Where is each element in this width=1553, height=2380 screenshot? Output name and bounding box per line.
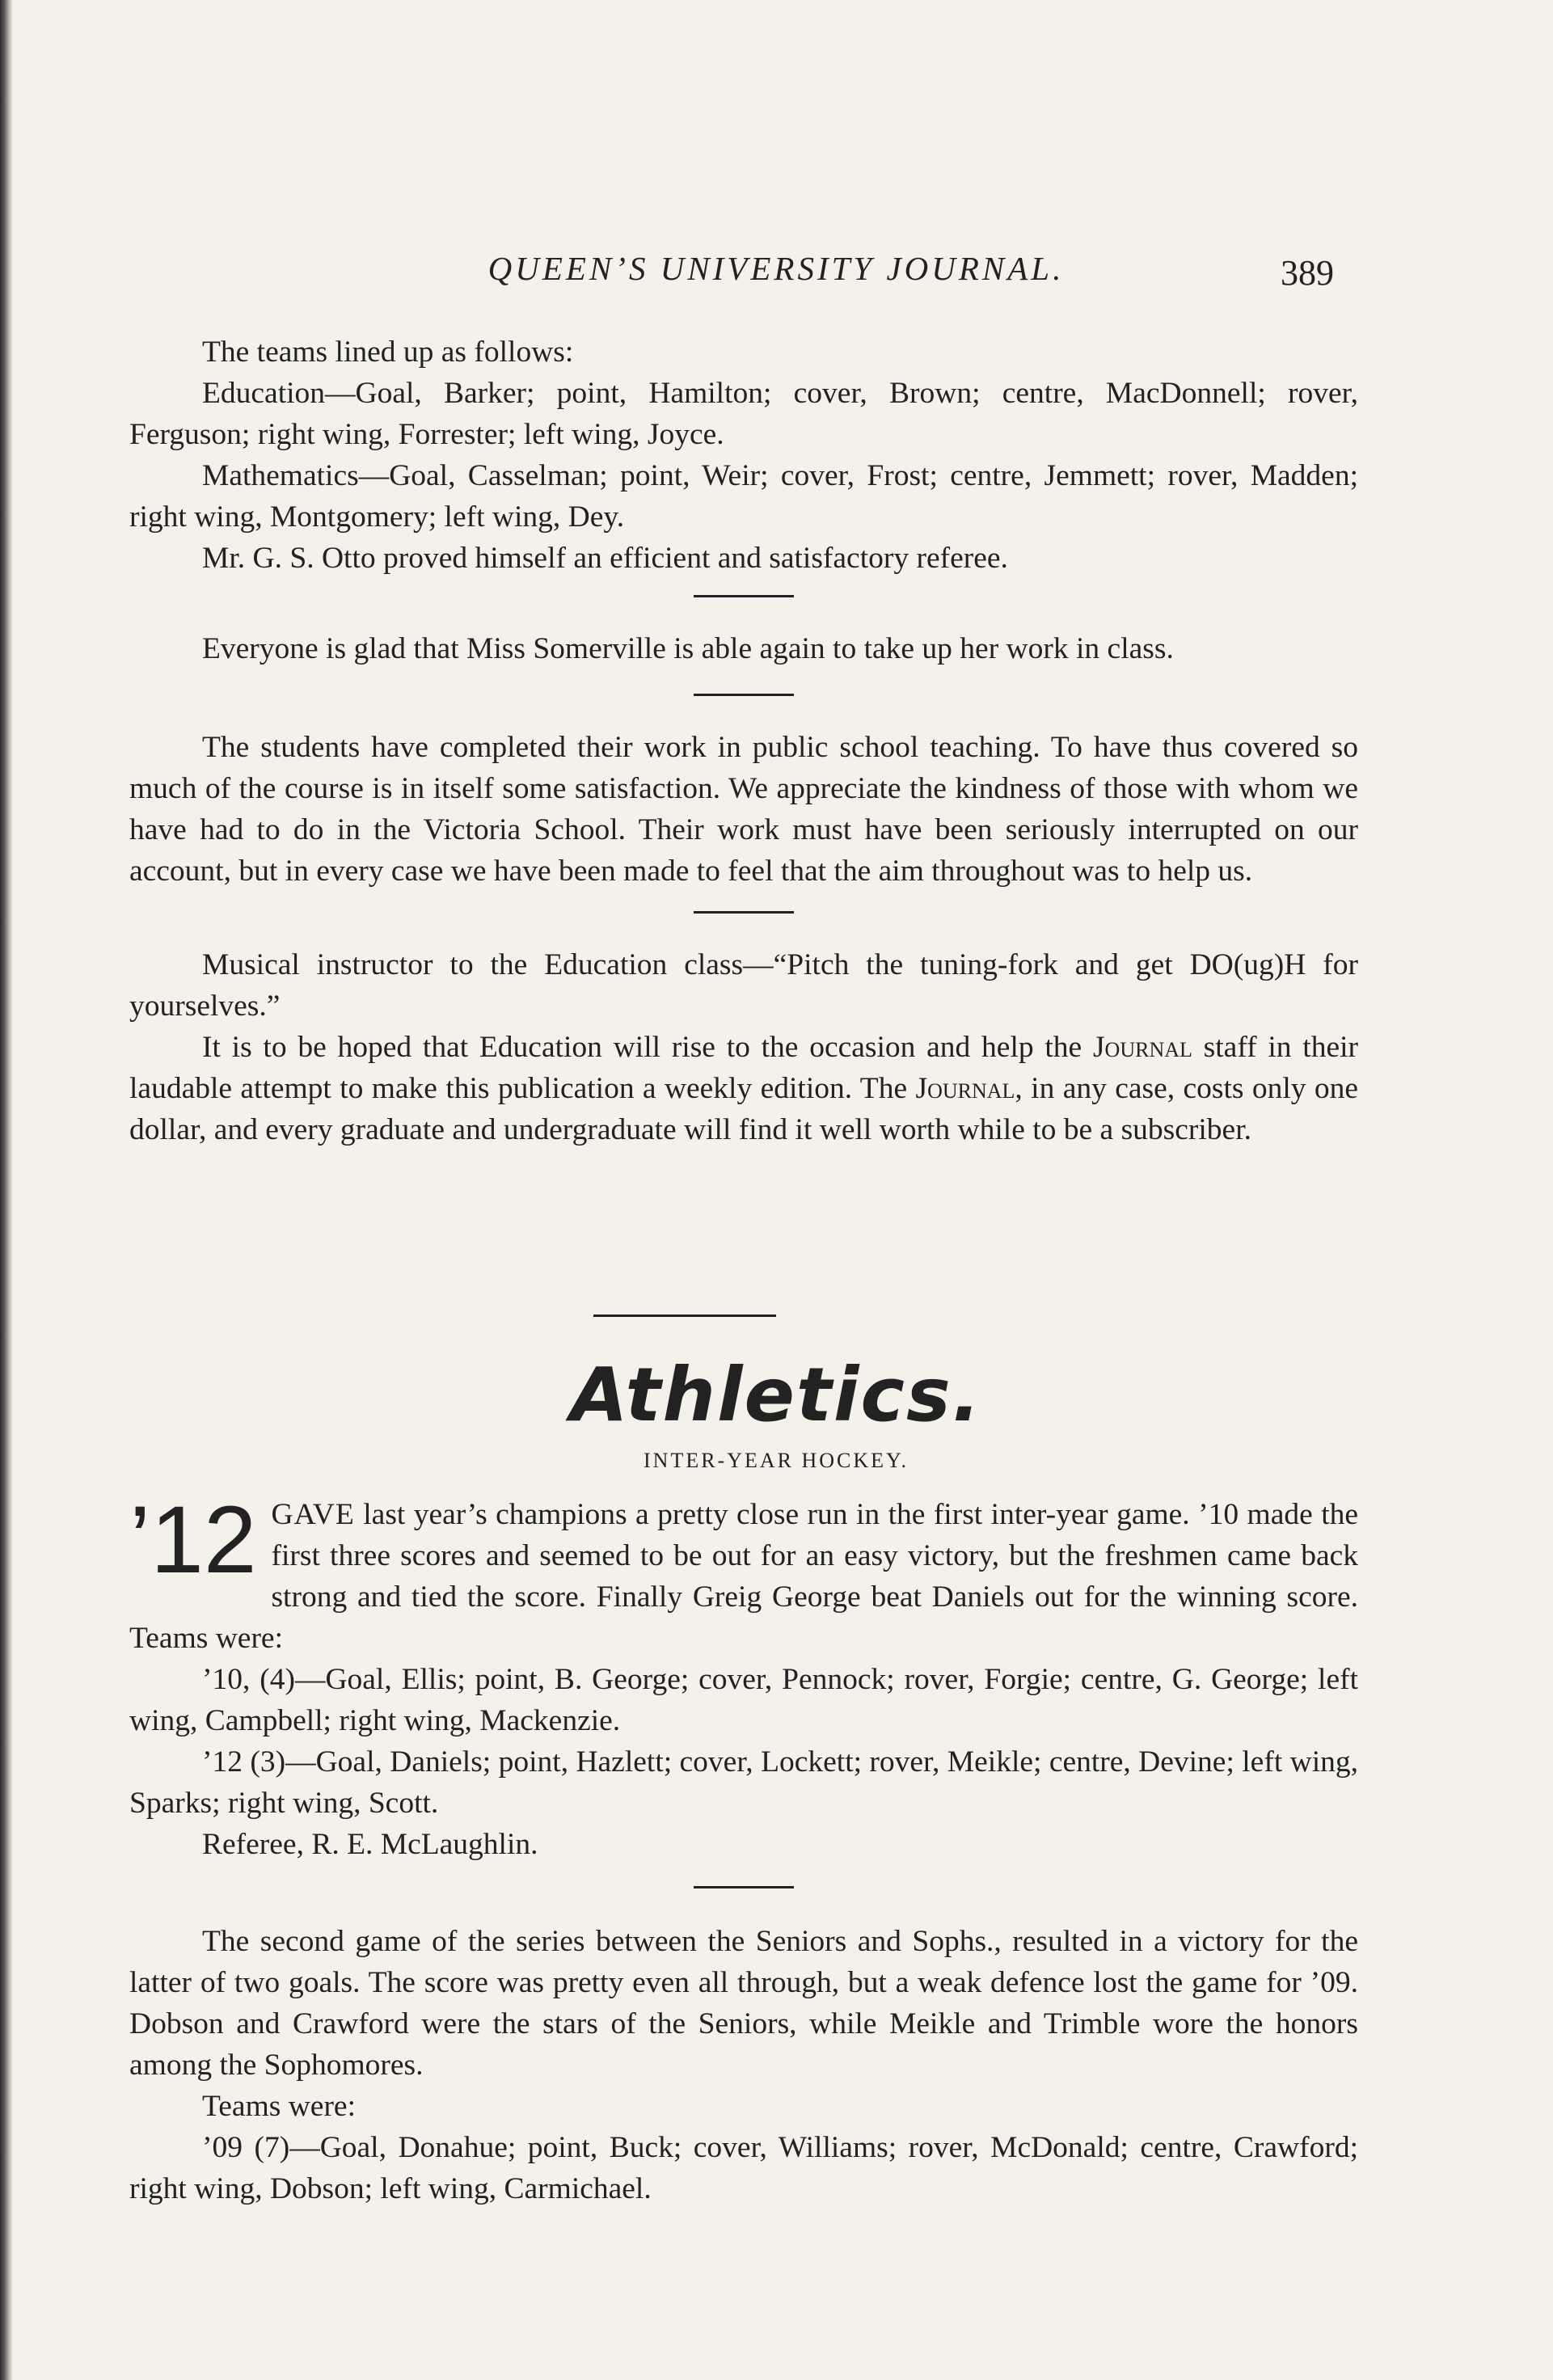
line-up-intro: The teams lined up as follows: bbox=[202, 335, 574, 369]
education-team-list: Education—Goal, Barker; point, Hamilton; cover, Brown; centre, MacDonnell; rover, Ferguson; right wing, Forrester; left wing, Joyce. bbox=[129, 377, 1358, 451]
team-12-list: ’12 (3)—Goal, Daniels; point, Hazlett; cover, Lockett; rover, Meikle; centre, Devine; left wing, Sparks; right wing, Scott. bbox=[129, 1745, 1358, 1820]
first-game-text: last year’s champions a pretty close run in the first inter-year game. ’10 made the first three scores and seemed to be out for an easy victory, but the freshmen came back strong and tied the score. Finally Greig George beat Daniels out for the winning score. Teams were: bbox=[129, 1498, 1359, 1655]
drop-cap-12: ’12 bbox=[129, 1487, 257, 1593]
teams-were-label: Teams were: bbox=[202, 2090, 356, 2123]
major-divider bbox=[593, 1314, 776, 1317]
second-game-report: The second game of the series between the Seniors and Sophs., resulted in a victory for the latter of two goals. The score was pretty even all through, but a weak defence lost the game for ’09. Dobson and Crawford were the stars of the Seniors, while Meikle and Trimble wore the honors among the Sophomores. bbox=[129, 1925, 1358, 2082]
team-09-list: ’09 (7)—Goal, Donahue; point, Buck; cover, Williams; rover, McDonald; centre, Crawford; right wing, Dobson; left wing, Carmichael. bbox=[129, 2131, 1358, 2205]
athletics-section bbox=[129, 1487, 1359, 2209]
teaching-note: The students have completed their work in public school teaching. To have thus covered so much of the course is in itself some satisfaction. We appreciate the kindness of those with whom we have had to do in the Victoria School. Their work must have been seriously interrupted on our account, but in every case we have been made to feel that the aim throughout was to help us. bbox=[129, 731, 1358, 888]
page-number: 389 bbox=[1281, 253, 1334, 293]
team-10-list: ’10, (4)—Goal, Ellis; point, B. George; cover, Pennock; rover, Forgie; centre, G. George; left wing, Campbell; right wing, Mackenzie. bbox=[129, 1663, 1358, 1737]
hockey-referee: Referee, R. E. McLaughlin. bbox=[202, 1828, 538, 1861]
musical-note: Musical instructor to the Education class—“Pitch the tuning-fork and get DO(ug)H for yourselves.” bbox=[129, 948, 1358, 1023]
section-divider bbox=[694, 694, 794, 696]
education-section bbox=[129, 331, 1358, 1150]
first-game-report bbox=[129, 1487, 1359, 1659]
section-divider bbox=[694, 595, 794, 597]
athletics-heading: Athletics. bbox=[570, 1352, 982, 1438]
journal-note-start: It is to be hoped that Education will rise to the occasion and help the bbox=[202, 1031, 1082, 1064]
journal-word: Journal bbox=[915, 1072, 1015, 1105]
journal-note-middle: staff in their laudable attempt to make this publication a weekly edition. The bbox=[129, 1031, 1359, 1105]
running-title: QUEEN’S UNIVERSITY JOURNAL. bbox=[487, 250, 1065, 287]
mathematics-team-list: Mathematics—Goal, Casselman; point, Weir; cover, Frost; centre, Jemmett; rover, Madden; right wing, Montgomery; left wing, Dey. bbox=[129, 459, 1358, 534]
journal-word: Journal bbox=[1092, 1031, 1192, 1064]
section-divider bbox=[694, 911, 794, 914]
journal-note bbox=[129, 1027, 1358, 1150]
section-divider bbox=[694, 1886, 794, 1888]
somerville-note: Everyone is glad that Miss Somerville is able again to take up her work in class. bbox=[202, 632, 1174, 665]
first-game-opening: GAVE bbox=[271, 1498, 355, 1531]
inter-year-hockey-subheading: INTER-YEAR HOCKEY. bbox=[644, 1449, 909, 1472]
journal-note-end: , in any case, costs only one dollar, and every graduate and undergraduate will find it well worth while to be a subscriber. bbox=[129, 1072, 1359, 1146]
referee-note: Mr. G. S. Otto proved himself an efficient and satisfactory referee. bbox=[202, 542, 1008, 575]
